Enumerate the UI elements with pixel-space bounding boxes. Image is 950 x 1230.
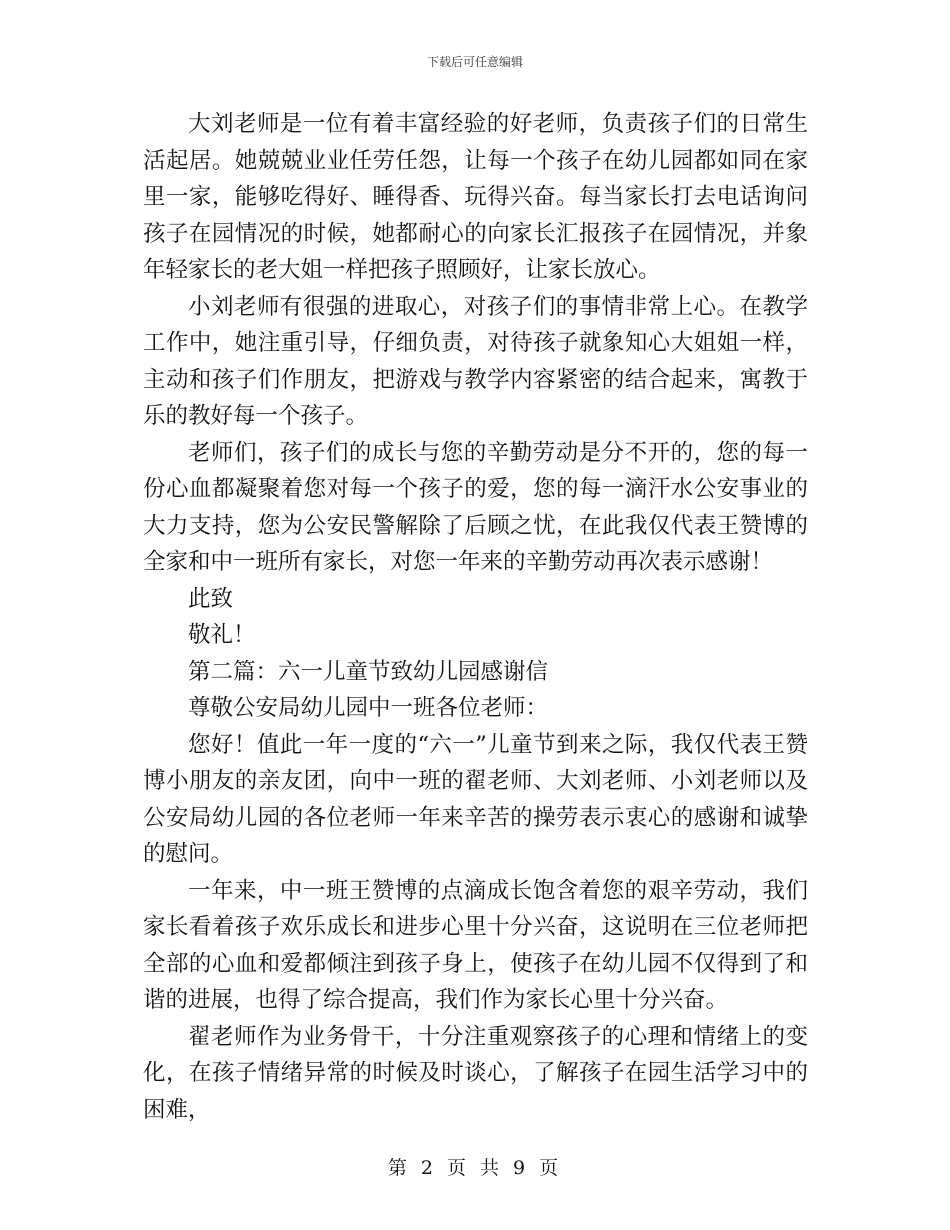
closing-regards: 敬礼！ [188,622,256,648]
paragraph: 小刘老师有很强的进取心，对孩子们的事情非常上心。在教学工作中，她注重引导，仔细负责，对待孩子就象知心大姐姐一样，主动和孩子们作朋友，把游戏与教学内容紧密的结合起来，寓教于乐的教好每一个孩子。 [143,293,808,429]
paragraph: 老师们，孩子们的成长与您的辛勤劳动是分不开的，您的每一份心血都凝聚着您对每一个孩子的爱，您的每一滴汗水公安事业的大力支持，您为公安民警解除了后顾之忧，在此我仅代表王赞博的全家和中一班所有家长，对您一年来的辛勤劳动再次表示感谢！ [143,439,808,575]
paragraph: 您好！值此一年一度的“六一”儿童节到来之际，我仅代表王赞博小朋友的亲友团，向中一班的翟老师、大刘老师、小刘老师以及公安局幼儿园的各位老师一年来辛苦的操劳表示衷心的感谢和诚挚的慰问。 [143,731,808,867]
paragraph: 一年来，中一班王赞博的点滴成长饱含着您的艰辛劳动，我们家长看着孩子欢乐成长和进步心里十分兴奋，这说明在三位老师把全部的心血和爱都倾注到孩子身上，使孩子在幼儿园不仅得到了和谐的进展，也得了综合提高，我们作为家长心里十分兴奋。 [143,877,808,1013]
page-number-footer: 第 2 页 共 9 页 [387,1157,563,1179]
paragraph: 大刘老师是一位有着丰富经验的好老师，负责孩子们的日常生活起居。她兢兢业业任劳任怨，让每一个孩子在幼儿园都如同在家里一家，能够吃得好、睡得香、玩得兴奋。每当家长打去电话询问孩子在园情况的时候，她都耐心的向家长汇报孩子在园情况，并象年轻家长的老大姐一样把孩子照顾好，让家长放心。 [143,111,808,283]
paragraph: 翟老师作为业务骨干，十分注重观察孩子的心理和情绪上的变化，在孩子情绪异常的时候及时谈心，了解孩子在园生活学习中的困难， [143,1023,808,1123]
section-title: 第二篇：六一儿童节致幼儿园感谢信 [188,658,549,685]
letter-greeting: 尊敬公安局幼儿园中一班各位老师： [188,695,549,721]
document-body [143,106,808,1128]
closing-salutation: 此致 [188,585,234,612]
page-header: 下载后可任意编辑 [426,55,523,69]
